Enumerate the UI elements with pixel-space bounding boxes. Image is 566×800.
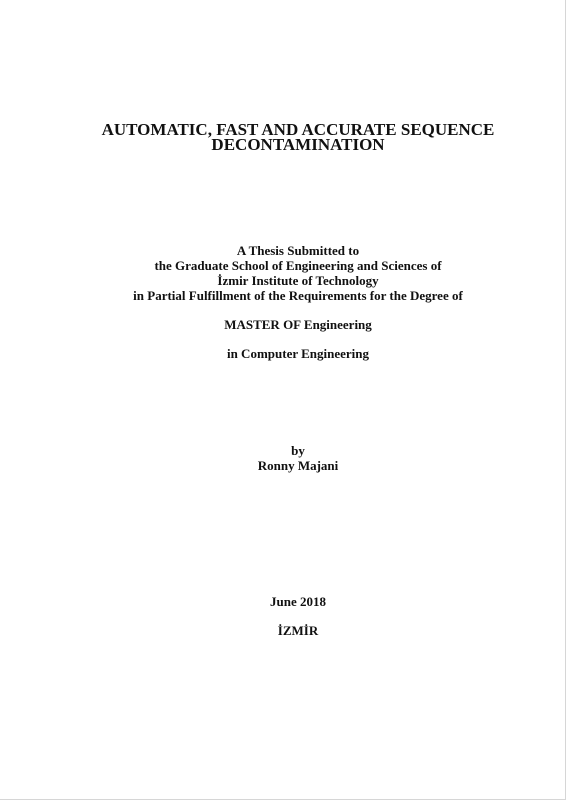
submission-line-4: in Partial Fulfillment of the Requirements for the Degree of xyxy=(133,288,463,303)
submission-line-2: the Graduate School of Engineering and Sciences of xyxy=(154,258,442,273)
degree-line: MASTER OF Engineering xyxy=(224,317,372,332)
author-name: Ronny Majani xyxy=(257,458,339,473)
submission-date: June 2018 xyxy=(270,594,326,609)
city-name: İZMİR xyxy=(277,623,319,638)
thesis-title-line-2: DECONTAMINATION xyxy=(211,135,385,154)
field-line: in Computer Engineering xyxy=(226,346,370,361)
thesis-title-line-1: AUTOMATIC, FAST AND ACCURATE SEQUENCE xyxy=(101,120,495,139)
submission-line-3: İzmir Institute of Technology xyxy=(217,273,379,288)
by-label: by xyxy=(291,443,305,458)
submission-line-1: A Thesis Submitted to xyxy=(236,243,360,258)
